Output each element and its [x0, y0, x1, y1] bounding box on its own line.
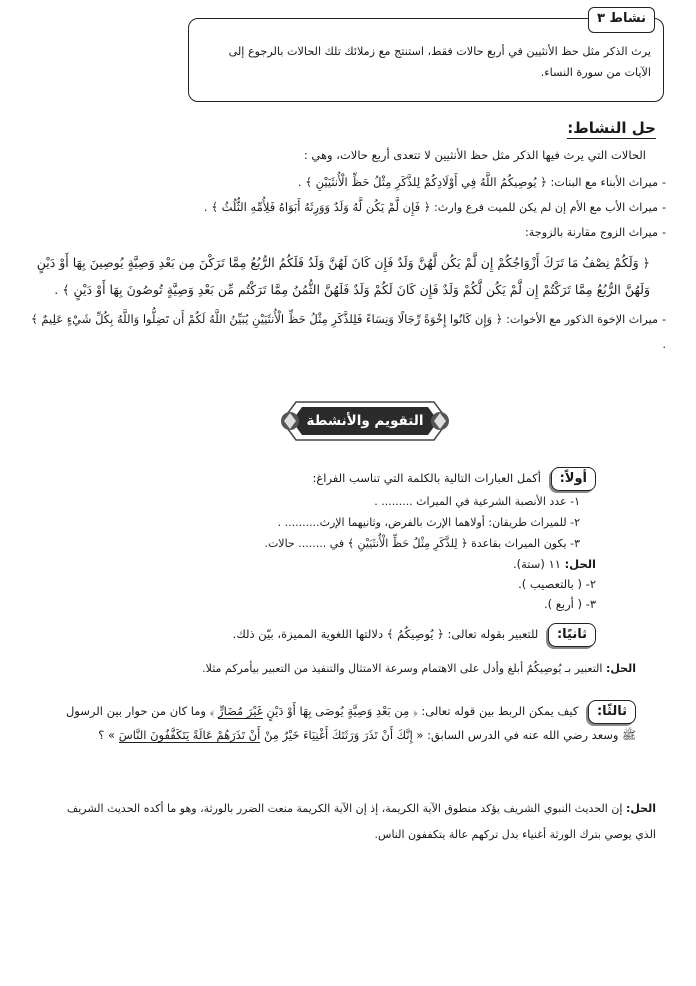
case-item — [30, 170, 666, 195]
case-label: ميراث الأبناء مع البنات: — [550, 176, 658, 189]
question-1-items — [66, 491, 596, 554]
solution-cases — [30, 170, 666, 357]
question-3-prompt-a: كيف يمكن الربط بين قوله تعالى: ﴿ مِن بَعْدِ وَصِيَّةٍ يُوصَى بِهَا أَوْ دَيْنٍ — [266, 704, 579, 718]
question-2 — [56, 622, 596, 647]
list-item: ١- عدد الأنصبة الشرعية في الميراث ......... . — [374, 495, 580, 508]
question-3 — [56, 700, 636, 746]
list-item — [66, 554, 596, 574]
activity-box — [188, 11, 664, 102]
answer-label: الحل: — [564, 557, 596, 571]
list-item: ٢- للميراث طريقان: أولاهما الإرث بالفرض، وثانيهما الإرث.......... . — [277, 516, 580, 529]
dash: - — [661, 313, 666, 326]
list-item: ٢- ( بالتعصيب ). — [518, 577, 596, 591]
answer-label: الحل: — [625, 802, 656, 815]
activity-text: يرث الذكر مثل حظ الأنثيين في أربع حالات فقط، استنتج مع زملائك تلك الحالات بالرجوع إلى الآيات من سورة النساء. — [228, 45, 651, 79]
answer-text: إن الحديث النبوي الشريف يؤكد منطوق الآية الكريمة، إذ إن الآية الكريمة منعت الضرر بالورثة، وهو ما أكده الحديث الشريف الذي يوصي بترك الورثة أغنياء بدل تركهم عالة يتكففون الناس. — [66, 802, 656, 841]
section-banner — [276, 398, 454, 444]
question-1-prompt: أكمل العبارات التالية بالكلمة التي تناسب الفراغ: — [312, 471, 541, 485]
activity-tab: نشاط ٣ — [588, 7, 655, 33]
question-3-tab: ثالثًا: — [588, 700, 636, 724]
question-3-answer — [56, 796, 656, 848]
answer-text: التعبير بـ يُوصِيكُمُ أبلغ وأدل على الاهتمام وسرعة الامتثال والتنفيذ من التعبير بيأمركم مثلا. — [202, 662, 603, 675]
case-item — [30, 195, 666, 220]
answer-label: الحل: — [605, 662, 636, 675]
question-2-prompt: للتعبير بقوله تعالى: ﴿ يُوصِيكُمُ ﴾ دلالتها اللغوية المميزة، بيّن ذلك. — [232, 627, 539, 641]
question-1 — [66, 466, 596, 614]
case-item — [30, 307, 666, 357]
solution-title: حل النشاط: — [567, 119, 656, 137]
case-item — [30, 220, 666, 245]
question-2-tab: ثانيًا: — [548, 623, 596, 647]
question-1-answers — [66, 554, 596, 614]
dash: - — [661, 176, 666, 189]
question-3-prompt-underlined-2: أَنْ تَذَرَهُمْ عَالَةً يَتَكَفَّفُونَ النَّاسَ — [118, 728, 261, 742]
list-item: ٣- ( أربع ). — [543, 597, 596, 611]
question-2-answer — [202, 662, 636, 675]
case-label: ميراث الأب مع الأم إن لم يكن للميت فرع وارث: — [434, 201, 658, 214]
question-3-prompt-b: ﴾ وما كان من حوار بين الرسول ﷺ وسعد رضي الله عنه في الدرس السابق: « إِنَّكَ أَنْ تَذَرَ وَرَثَتَكَ أَغْنِيَاءَ خَيْرٌ مِنْ — [65, 704, 636, 742]
banner-label: التقويم والأنشطة — [306, 413, 424, 429]
list-item: ٣- يكون الميراث بقاعدة ﴿ لِلذَّكَرِ مِثْلُ حَظِّ الْأُنثَيَيْنِ ﴾ في ........ حالات. — [264, 537, 580, 550]
question-1-tab: أولاً: — [551, 467, 596, 491]
case-label: ميراث الزوج مقارنة بالزوجة: — [525, 226, 658, 239]
answer-text: ١١ (ستة). — [513, 557, 561, 571]
case-verse: ﴿ فَإِن لَّمْ يَكُن لَّهُ وَلَدٌ وَوَرِثَهُ أَبَوَاهُ فَلِأُمِّهِ الثُّلُثُ ﴾ . — [203, 200, 431, 214]
question-3-prompt-c: » ؟ — [98, 728, 116, 742]
spouse-verse: ﴿ وَلَكُمْ نِصْفُ مَا تَرَكَ أَزْوَاجُكُمْ إِن لَّمْ يَكُن لَّهُنَّ وَلَدٌ فَإِن كَانَ لَهُنَّ وَلَدٌ فَلَكُمُ الرُّبُعُ مِمَّا تَرَكْنَ مِن بَعْدِ وَصِيَّةٍ يُوصِينَ بِهَا أَوْ دَيْنٍ وَلَهُنَّ الرُّبُعُ مِمَّا تَرَكْتُمْ إِن لَّمْ يَكُن لَّكُمْ وَلَدٌ فَإِن كَانَ لَكُمْ وَلَدٌ فَلَهُنَّ الثُّمُنُ مِمَّا تَرَكْتُم مِّن بَعْدِ وَصِيَّةٍ تُوصُونَ بِهَا أَوْ دَيْنٍ ﴾ . — [36, 255, 650, 297]
spouse-verse-item — [30, 249, 666, 303]
question-3-prompt-underlined: غَيْرَ مُضَارٍّ — [218, 704, 263, 718]
dash: - — [661, 226, 666, 239]
case-label: ميراث الإخوة الذكور مع الأخوات: — [506, 313, 658, 326]
solution-intro: الحالات التي يرث فيها الذكر مثل حظ الأنثيين لا تتعدى أربع حالات، وهي : — [303, 148, 646, 162]
case-verse: ﴿ يُوصِيكُمُ اللَّهُ فِي أَوْلَادِكُمْ لِلذَّكَرِ مِثْلُ حَظِّ الْأُنثَيَيْنِ ﴾ . — [297, 175, 547, 189]
dash: - — [661, 201, 666, 214]
case-verse: ﴿ وَإِن كَانُوا إِخْوَةً رِّجَالًا وَنِسَاءً فَلِلذَّكَرِ مِثْلُ حَظِّ الْأُنثَيَيْنِ يُبَيِّنُ اللَّهُ لَكُمْ أَن تَضِلُّوا وَاللَّهُ بِكُلِّ شَيْءٍ عَلِيمٌ ﴾ . — [30, 312, 666, 351]
